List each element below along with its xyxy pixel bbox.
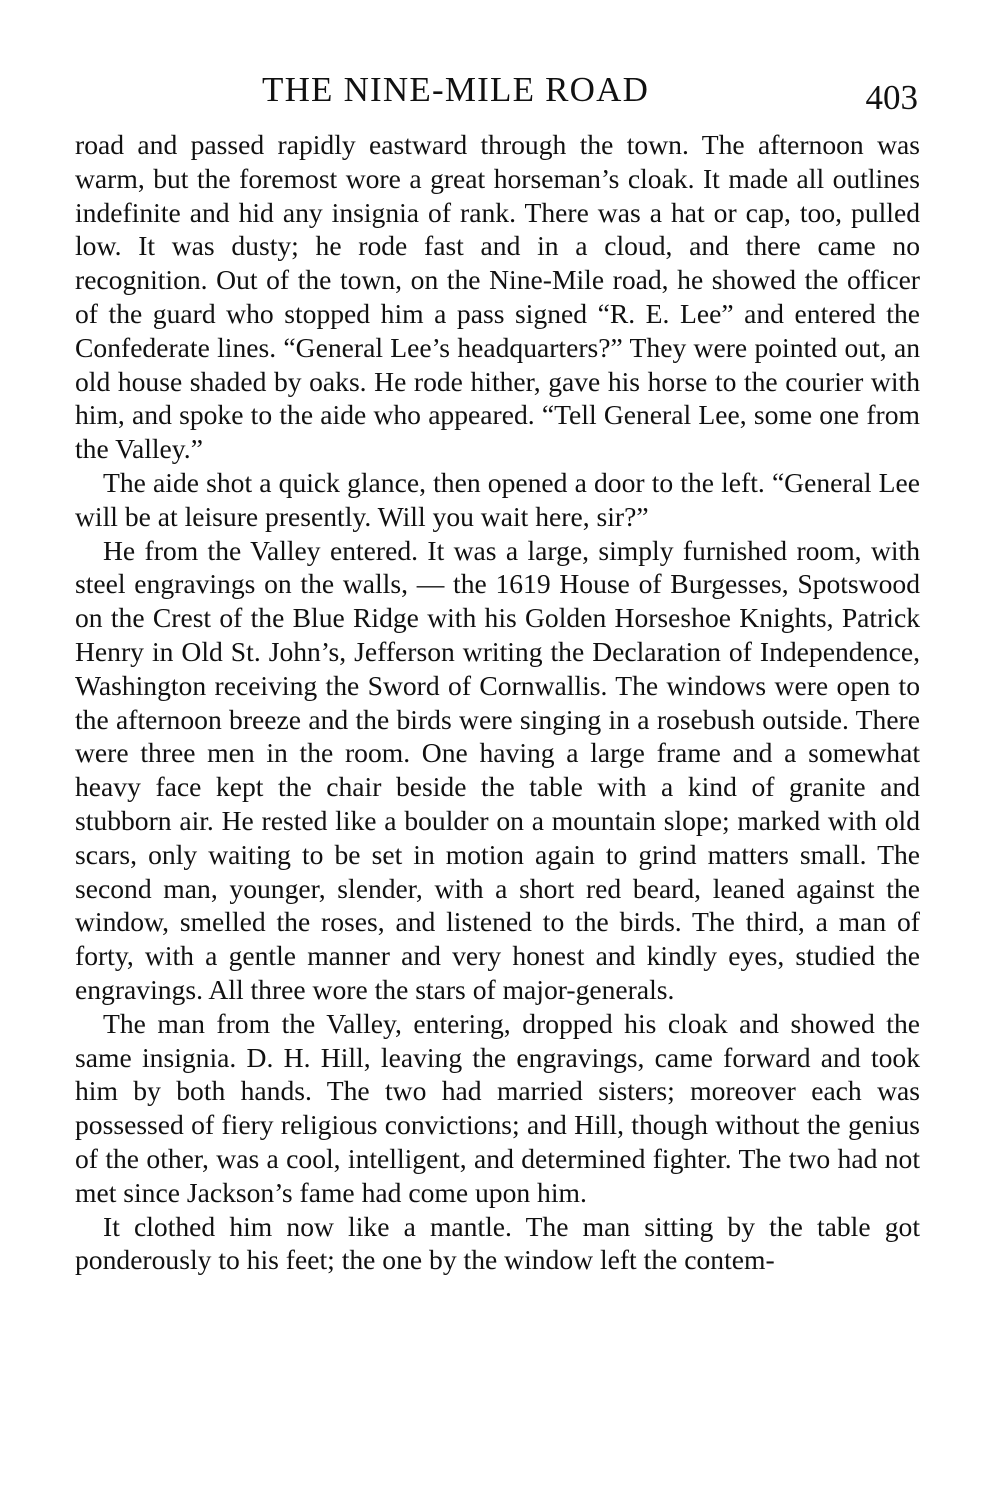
paragraph-4: The man from the Valley, entering, dropped his cloak and showed the same insignia. D. H. Hill, leaving the engravings, came forward and took him by both hands. The two had married sisters; moreover each was possessed of fiery religious convictions; and Hill, though without the genius of the other, was a cool, intelligent, and determined fighter. The two had not met since Jackson’s fame had come upon him. [75, 1007, 920, 1208]
page-number: 403 [865, 78, 918, 117]
paragraph-1: road and passed rapidly eastward through the town. The afternoon was warm, but the foremost wore a great horseman’s cloak. It made all outlines indefinite and hid any insignia of rank. There was a hat or cap, too, pulled low. It was dusty; he rode fast and in a cloud, and there came no recognition. Out of the town, on the Nine-Mile road, he showed the officer of the guard who stopped him a pass signed “R. E. Lee” and entered the Confederate lines. “General Lee’s headquarters?” They were pointed out, an old house shaded by oaks. He rode hither, gave his horse to the courier with him, and spoke to the aide who appeared. “Tell General Lee, some one from the Valley.” [75, 129, 920, 465]
paragraph-5: It clothed him now like a mantle. The man sitting by the table got ponderously to his feet; the one by the window left the contem- [75, 1210, 920, 1276]
body-text [75, 128, 920, 1277]
page-header [75, 70, 920, 128]
paragraph-2: The aide shot a quick glance, then opened a door to the left. “General Lee will be at leisure presently. Will you wait here, sir?” [75, 466, 920, 532]
running-title: THE NINE-MILE ROAD [262, 70, 650, 109]
book-page [75, 70, 920, 1277]
paragraph-3: He from the Valley entered. It was a large, simply furnished room, with steel engravings on the walls, — the 1619 House of Burgesses, Spotswood on the Crest of the Blue Ridge with his Golden Horseshoe Knights, Patrick Henry in Old St. John’s, Jefferson writing the Declaration of Independence, Washington receiving the Sword of Cornwallis. The windows were open to the afternoon breeze and the birds were singing in a rosebush outside. There were three men in the room. One having a large frame and a somewhat heavy face kept the chair beside the table with a kind of granite and stubborn air. He rested like a boulder on a mountain slope; marked with old scars, only waiting to be set in motion again to grind matters small. The second man, younger, slender, with a short red beard, leaned against the window, smelled the roses, and listened to the birds. The third, a man of forty, with a gentle manner and very honest and kindly eyes, studied the engravings. All three wore the stars of major-generals. [75, 534, 920, 1005]
